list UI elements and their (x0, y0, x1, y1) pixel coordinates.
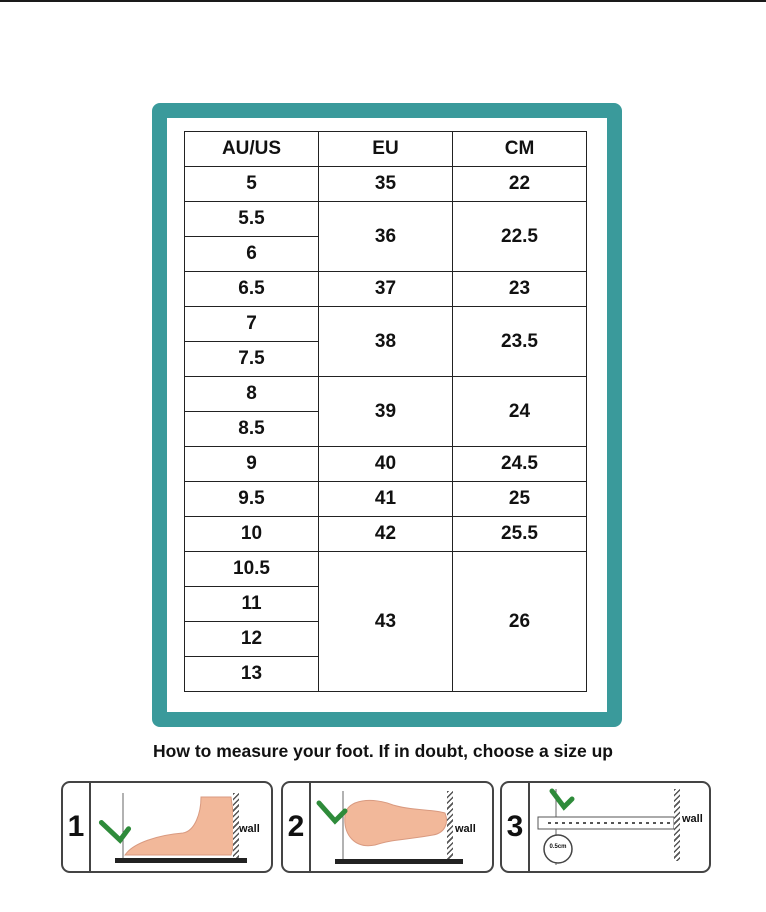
cell-au-us: 7 (185, 307, 319, 342)
cell-au-us: 6 (185, 237, 319, 272)
wall-label: wall (682, 813, 703, 825)
cell-cm: 22 (453, 167, 587, 202)
header-au-us: AU/US (185, 132, 319, 167)
cell-eu: 40 (319, 447, 453, 482)
top-divider (0, 0, 766, 2)
table-row (185, 272, 587, 307)
cell-cm: 24 (453, 377, 587, 447)
table-row (185, 377, 587, 412)
step-1-panel (61, 781, 273, 873)
cell-au-us: 8 (185, 377, 319, 412)
cell-au-us: 9.5 (185, 482, 319, 517)
cell-eu: 39 (319, 377, 453, 447)
cell-au-us: 9 (185, 447, 319, 482)
measurement-note: 0.5cm (549, 844, 567, 850)
table-row (185, 482, 587, 517)
cell-au-us: 7.5 (185, 342, 319, 377)
cell-eu: 38 (319, 307, 453, 377)
table-row (185, 167, 587, 202)
table-row (185, 202, 587, 237)
measure-instructions-headline: How to measure your foot. If in doubt, choose a size up (153, 741, 613, 761)
cell-cm: 25.5 (453, 517, 587, 552)
cell-eu: 35 (319, 167, 453, 202)
cell-eu: 42 (319, 517, 453, 552)
size-chart-body (185, 167, 587, 692)
cell-eu: 41 (319, 482, 453, 517)
cell-au-us: 5.5 (185, 202, 319, 237)
step-number: 2 (283, 783, 311, 871)
cell-au-us: 11 (185, 587, 319, 622)
step-number: 1 (63, 783, 91, 871)
table-header-row (185, 132, 587, 167)
cell-cm: 24.5 (453, 447, 587, 482)
cell-cm: 25 (453, 482, 587, 517)
cell-eu: 36 (319, 202, 453, 272)
table-row (185, 552, 587, 587)
cell-eu: 37 (319, 272, 453, 307)
header-cm: CM (453, 132, 587, 167)
cell-au-us: 12 (185, 622, 319, 657)
cell-au-us: 10 (185, 517, 319, 552)
size-chart-table (184, 131, 587, 692)
cell-au-us: 5 (185, 167, 319, 202)
cell-au-us: 6.5 (185, 272, 319, 307)
step-3-panel (500, 781, 711, 873)
cell-au-us: 8.5 (185, 412, 319, 447)
header-eu: EU (319, 132, 453, 167)
cell-eu: 43 (319, 552, 453, 692)
cell-au-us: 13 (185, 657, 319, 692)
table-row (185, 307, 587, 342)
cell-au-us: 10.5 (185, 552, 319, 587)
wall-label: wall (239, 823, 260, 835)
step-2-panel (281, 781, 494, 873)
cell-cm: 22.5 (453, 202, 587, 272)
cell-cm: 23.5 (453, 307, 587, 377)
table-row (185, 447, 587, 482)
cell-cm: 26 (453, 552, 587, 692)
table-row (185, 517, 587, 552)
step-number: 3 (502, 783, 530, 871)
wall-label: wall (455, 823, 476, 835)
cell-cm: 23 (453, 272, 587, 307)
